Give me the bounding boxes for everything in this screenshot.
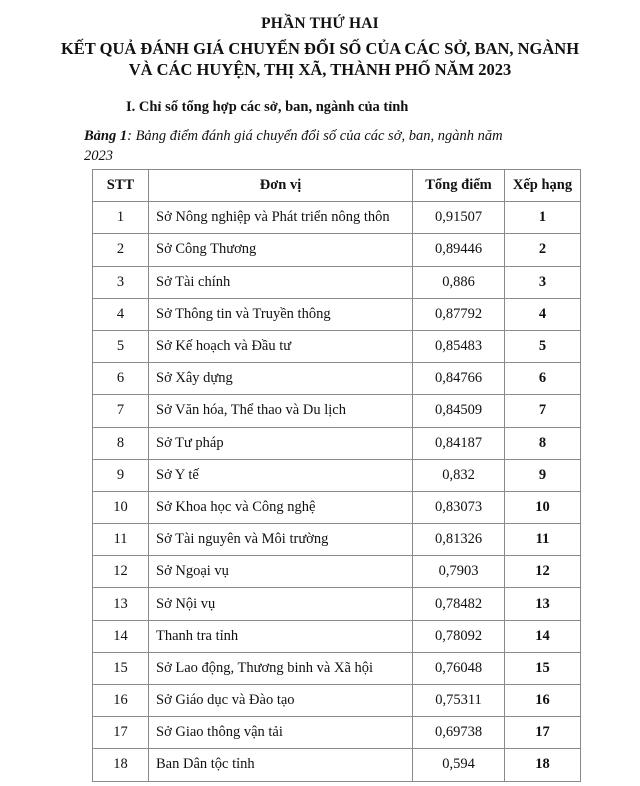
cell-unit: Sở Tài chính — [149, 266, 413, 298]
cell-stt: 11 — [93, 524, 149, 556]
cell-stt: 7 — [93, 395, 149, 427]
score-table-container — [92, 169, 580, 782]
table-caption-text: : Bảng điểm đánh giá chuyển đổi số của các sở, ban, ngành năm — [127, 128, 503, 144]
table-row — [93, 685, 581, 717]
cell-unit: Sở Lao động, Thương binh và Xã hội — [149, 652, 413, 684]
cell-stt: 4 — [93, 298, 149, 330]
cell-score: 0,81326 — [413, 524, 505, 556]
cell-score: 0,84766 — [413, 363, 505, 395]
cell-stt: 9 — [93, 459, 149, 491]
cell-stt: 15 — [93, 652, 149, 684]
column-header-rank: Xếp hạng — [505, 170, 581, 202]
cell-score: 0,594 — [413, 749, 505, 781]
table-row — [93, 459, 581, 491]
table-body — [93, 202, 581, 781]
cell-score: 0,75311 — [413, 685, 505, 717]
cell-stt: 6 — [93, 363, 149, 395]
cell-stt: 1 — [93, 202, 149, 234]
table-row — [93, 717, 581, 749]
cell-unit: Ban Dân tộc tỉnh — [149, 749, 413, 781]
table-row — [93, 234, 581, 266]
cell-score: 0,87792 — [413, 298, 505, 330]
cell-unit: Sở Công Thương — [149, 234, 413, 266]
cell-rank: 4 — [505, 298, 581, 330]
cell-rank: 10 — [505, 491, 581, 523]
cell-rank: 7 — [505, 395, 581, 427]
table-row — [93, 395, 581, 427]
cell-score: 0,85483 — [413, 330, 505, 362]
table-row — [93, 749, 581, 781]
cell-unit: Sở Tư pháp — [149, 427, 413, 459]
cell-unit: Sở Nội vụ — [149, 588, 413, 620]
cell-score: 0,76048 — [413, 652, 505, 684]
table-row — [93, 524, 581, 556]
table-row — [93, 427, 581, 459]
cell-unit: Sở Xây dựng — [149, 363, 413, 395]
cell-stt: 12 — [93, 556, 149, 588]
cell-rank: 12 — [505, 556, 581, 588]
cell-unit: Sở Nông nghiệp và Phát triển nông thôn — [149, 202, 413, 234]
cell-unit: Sở Văn hóa, Thể thao và Du lịch — [149, 395, 413, 427]
cell-stt: 5 — [93, 330, 149, 362]
cell-unit: Sở Khoa học và Công nghệ — [149, 491, 413, 523]
cell-score: 0,84509 — [413, 395, 505, 427]
cell-score: 0,69738 — [413, 717, 505, 749]
cell-rank: 15 — [505, 652, 581, 684]
cell-stt: 14 — [93, 620, 149, 652]
table-row — [93, 620, 581, 652]
cell-stt: 13 — [93, 588, 149, 620]
score-table — [92, 169, 581, 782]
cell-rank: 13 — [505, 588, 581, 620]
cell-score: 0,91507 — [413, 202, 505, 234]
scan-artifact-text — [268, 0, 378, 8]
cell-rank: 16 — [505, 685, 581, 717]
table-row — [93, 266, 581, 298]
table-row — [93, 298, 581, 330]
table-row — [93, 363, 581, 395]
column-header-unit: Đơn vị — [149, 170, 413, 202]
cell-stt: 8 — [93, 427, 149, 459]
cell-rank: 18 — [505, 749, 581, 781]
page-title-line-2: VÀ CÁC HUYỆN, THỊ XÃ, THÀNH PHỐ NĂM 2023 — [128, 59, 512, 79]
cell-score: 0,78092 — [413, 620, 505, 652]
cell-score: 0,832 — [413, 459, 505, 491]
table-caption — [0, 126, 640, 166]
cell-rank: 17 — [505, 717, 581, 749]
table-row — [93, 491, 581, 523]
cell-score: 0,78482 — [413, 588, 505, 620]
table-caption-label: Bảng 1 — [84, 128, 128, 144]
cell-rank: 5 — [505, 330, 581, 362]
section-heading: I. Chỉ số tổng hợp các sở, ban, ngành của tỉnh — [126, 99, 409, 115]
cell-rank: 11 — [505, 524, 581, 556]
cell-unit: Sở Thông tin và Truyền thông — [149, 298, 413, 330]
cell-stt: 16 — [93, 685, 149, 717]
cell-unit: Sở Y tế — [149, 459, 413, 491]
cell-score: 0,886 — [413, 266, 505, 298]
table-row — [93, 652, 581, 684]
cell-rank: 1 — [505, 202, 581, 234]
cell-score: 0,84187 — [413, 427, 505, 459]
page-title-line-1: KẾT QUẢ ĐÁNH GIÁ CHUYỂN ĐỔI SỐ CỦA CÁC SỞ, BAN, NGÀNH — [60, 39, 580, 58]
table-header — [93, 170, 581, 202]
cell-unit: Sở Giao thông vận tải — [149, 717, 413, 749]
cell-stt: 17 — [93, 717, 149, 749]
table-caption-continuation: 2023 — [84, 148, 113, 164]
cell-rank: 8 — [505, 427, 581, 459]
cell-score: 0,7903 — [413, 556, 505, 588]
cell-stt: 10 — [93, 491, 149, 523]
cell-stt: 2 — [93, 234, 149, 266]
table-header-row — [93, 170, 581, 202]
title-block — [0, 0, 640, 80]
column-header-stt: STT — [93, 170, 149, 202]
cell-unit: Sở Giáo dục và Đào tạo — [149, 685, 413, 717]
cell-score: 0,83073 — [413, 491, 505, 523]
cell-stt: 18 — [93, 749, 149, 781]
cell-rank: 3 — [505, 266, 581, 298]
cell-rank: 6 — [505, 363, 581, 395]
cell-unit: Sở Ngoại vụ — [149, 556, 413, 588]
part-label: PHẦN THỨ HAI — [261, 15, 379, 32]
table-row — [93, 202, 581, 234]
page-title — [0, 39, 640, 80]
cell-rank: 9 — [505, 459, 581, 491]
cell-rank: 2 — [505, 234, 581, 266]
table-row — [93, 588, 581, 620]
column-header-score: Tổng điểm — [413, 170, 505, 202]
table-row — [93, 330, 581, 362]
table-row — [93, 556, 581, 588]
cell-unit: Sở Kế hoạch và Đầu tư — [149, 330, 413, 362]
cell-unit: Thanh tra tỉnh — [149, 620, 413, 652]
cell-score: 0,89446 — [413, 234, 505, 266]
cell-rank: 14 — [505, 620, 581, 652]
cell-stt: 3 — [93, 266, 149, 298]
cell-unit: Sở Tài nguyên và Môi trường — [149, 524, 413, 556]
